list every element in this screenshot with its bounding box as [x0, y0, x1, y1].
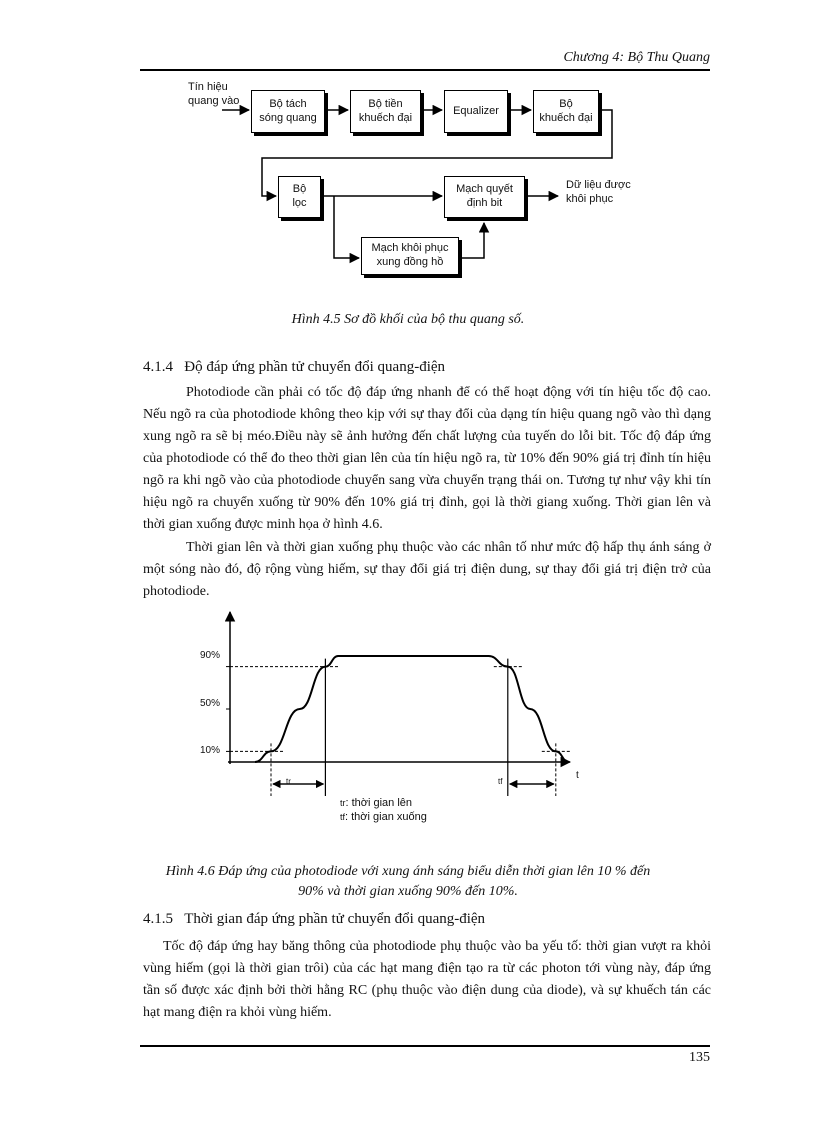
response-curve — [255, 656, 569, 762]
section-4-1-4-paragraph-1: Photodiode cần phải có tốc độ đáp ứng nhanh để có thể hoạt động với tín hiệu tốc độ cao. Nếu ngõ ra của photodiode không theo kịp với sự thay đổi của dạng tín hiệu quang ngõ vào thì dạng xung ngõ ra sẽ bị méo.Điều này sẽ ảnh hưởng đến chất lượng của tuyến do lỗi bit. Tốc độ đáp ứng của photodiode có thể đo theo thời gian lên của tín hiệu ngõ ra, từ 10% đến 90% giá trị đỉnh tín hiệu ngõ ra khi ngõ vào của photodiode chuyển sang vừa chuyển trạng thái on. Tương tự như vậy khi tín hiệu ngõ ra chuyển xuống từ 90% đến 10% giá trị đỉnh, gọi là thời giang xuống. Thời gian lên và thời gian xuống được minh họa ở hình 4.6. — [143, 385, 711, 532]
block-preamplifier: Bộ tiền khuếch đại — [350, 90, 421, 133]
fall-interval-label: tf — [498, 777, 503, 786]
page-number: 135 — [689, 1050, 710, 1065]
rise-interval-label: tr — [286, 777, 291, 786]
legend-rise-symbol: tr — [340, 798, 346, 808]
ytick-label-10: 10% — [200, 745, 221, 756]
section-4-1-5-paragraph-1: Tốc độ đáp ứng hay băng thông của photodiode phụ thuộc vào ba yếu tố: thời gian vượt ra khỏi vùng hiếm (gọi là thời gian trôi) của các hạt mang điện tạo ra từ các photon tới vùng này, đáp ứng tần số được xác định bởi thời hằng RC (phụ thuộc vào điện dung của diode), và sự khuếch tán các hạt mang điện ra khỏi vùng hiếm. — [143, 939, 711, 1020]
figure-4-6-caption-line-1: Hình 4.6 Đáp ứng của photodiode với xung ánh sáng biểu diễn thời gian lên 10 % đến — [165, 864, 651, 879]
section-title: Độ đáp ứng phần tử chuyển đổi quang-điện — [184, 359, 446, 375]
ytick-label-90: 90% — [200, 650, 221, 661]
block-clock-recovery: Mạch khôi phục xung đồng hồ — [361, 237, 459, 275]
section-4-1-5-heading — [143, 911, 485, 928]
chapter-header: Chương 4: Bộ Thu Quang — [563, 50, 710, 65]
block-equalizer: Equalizer — [444, 90, 508, 133]
legend-fall — [340, 810, 427, 824]
block-photodetector: Bộ tách sóng quang — [251, 90, 325, 133]
x-axis-label: t — [576, 770, 579, 781]
input-label: Tín hiệu quang vào — [188, 81, 240, 107]
legend-fall-text: : thời gian xuống — [345, 811, 427, 823]
section-4-1-4-paragraph-2: Thời gian lên và thời gian xuống phụ thuộc vào các nhân tố như mức độ hấp thụ ánh sáng ở một sóng nào đó, độ rộng vùng hiếm, sự thay đổi giá trị điện dung, sự thay đổi giá trị điện trở của photodiode. — [143, 540, 711, 599]
block-amplifier: Bộ khuếch đại — [533, 90, 599, 133]
section-number: 4.1.5 — [143, 911, 173, 927]
legend-rise — [340, 796, 412, 810]
output-label: Dữ liệu được khôi phục — [566, 179, 631, 205]
ytick-label-50: 50% — [200, 698, 221, 709]
legend-fall-symbol: tf — [340, 812, 346, 822]
figure-4-5-caption: Hình 4.5 Sơ đồ khối của bộ thu quang số. — [291, 312, 525, 327]
section-title: Thời gian đáp ứng phần tử chuyển đổi quang-điện — [184, 911, 486, 927]
block-decision-circuit: Mạch quyết định bit — [444, 176, 525, 218]
legend-rise-text: : thời gian lên — [345, 797, 413, 809]
footer-rule — [140, 1045, 710, 1047]
block-filter: Bộ lọc — [278, 176, 321, 218]
figure-4-6-caption-line-2: 90% và thời gian xuống 90% đến 10%. — [298, 884, 518, 899]
section-number: 4.1.4 — [143, 359, 173, 375]
